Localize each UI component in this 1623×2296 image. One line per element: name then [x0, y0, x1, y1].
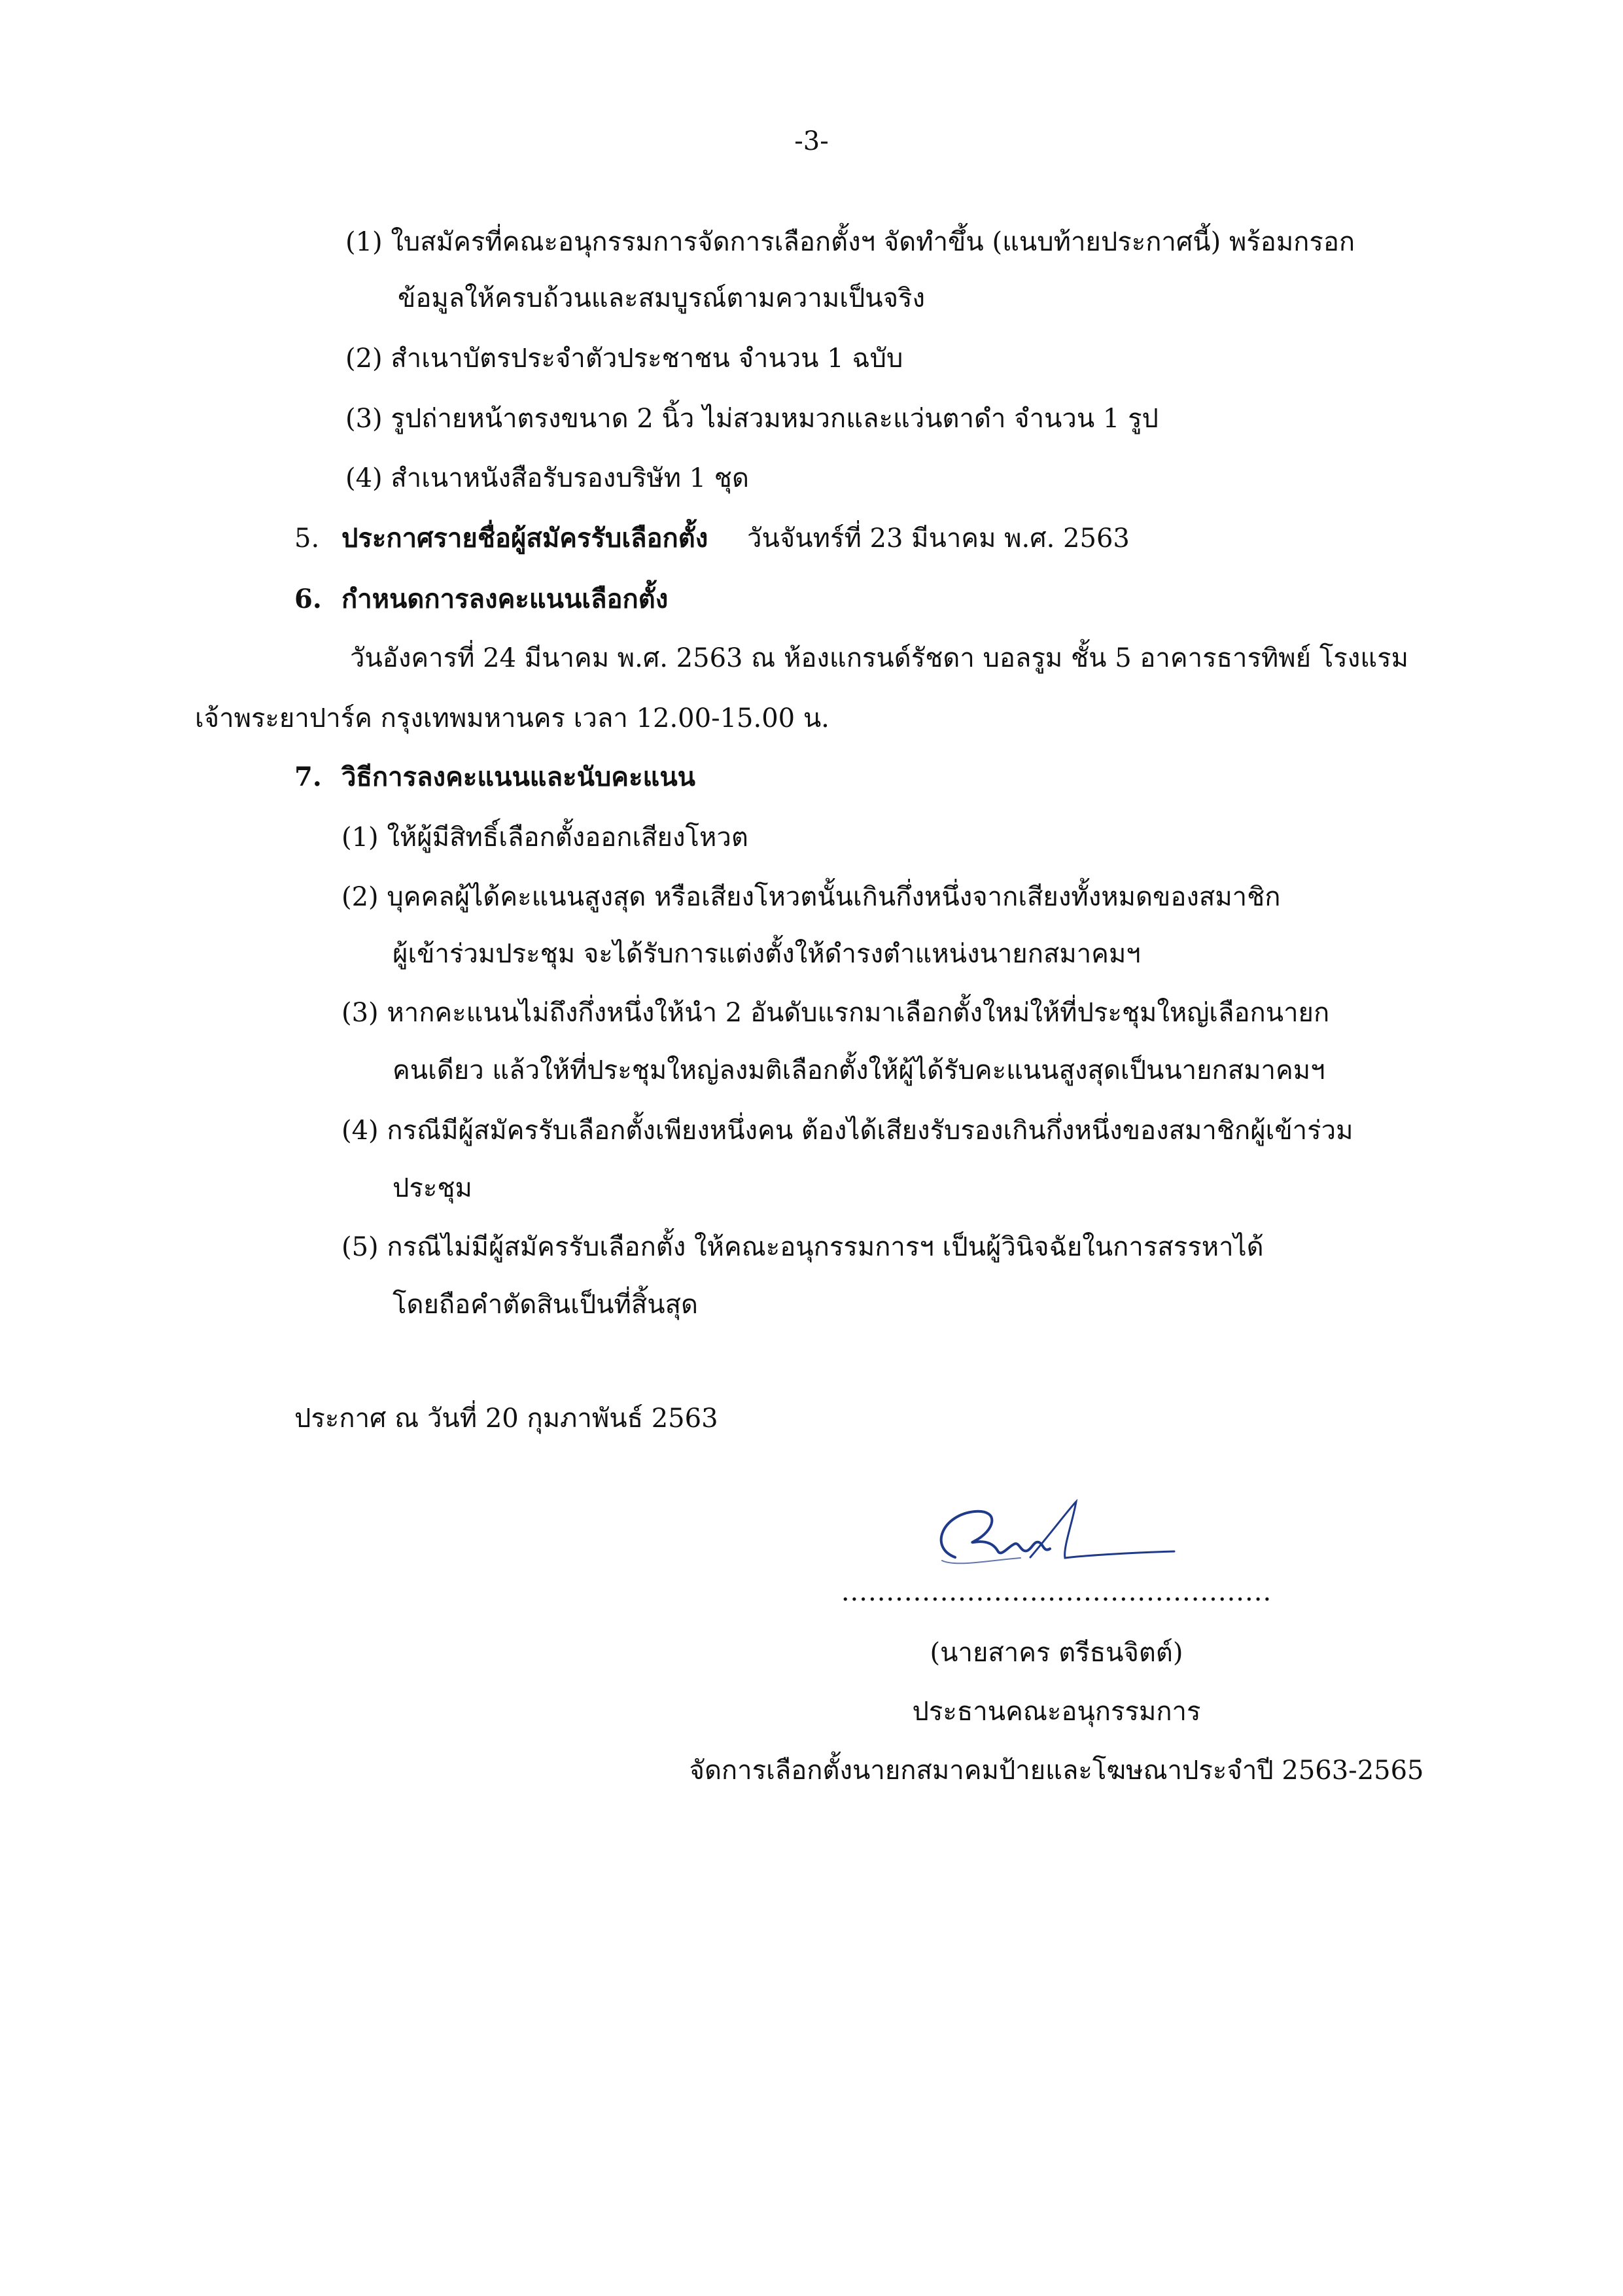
section-7-item-3-line-1: (3) หากคะแนนไม่ถึงกึ่งหนึ่งให้นำ 2 อันดับแรกมาเลือกตั้งใหม่ให้ที่ประชุมใหญ่เลือกนายก [341, 998, 1330, 1028]
signatory-position-wrap-1 [687, 1693, 1426, 1730]
page-number: -3- [794, 126, 829, 156]
handwritten-signature [916, 1495, 1191, 1580]
section-7-item-2-line-2: ผู้เข้าร่วมประชุม จะได้รับการแต่งตั้งให้ดำรงตำแหน่งนายกสมาคมฯ [393, 939, 1141, 969]
section-7-item-1: (1) ให้ผู้มีสิทธิ์เลือกตั้งออกเสียงโหวต [341, 822, 748, 853]
doc-item-3: (3) รูปถ่ายหน้าตรงขนาด 2 นิ้ว ไม่สวมหมวกและแว่นตาดำ จำนวน 1 รูป [345, 404, 1159, 434]
section-7-item-4-line-2: ประชุม [393, 1173, 472, 1203]
section-7-number: 7. [294, 762, 322, 792]
section-7-item-3-line-2: คนเดียว แล้วให้ที่ประชุมใหญ่ลงมติเลือกตั้งให้ผู้ได้รับคะแนนสูงสุดเป็นนายกสมาคมฯ [393, 1055, 1325, 1086]
signatory-position-line-1: ประธานคณะอนุกรรมการ [912, 1697, 1201, 1727]
section-7-item-4-line-1: (4) กรณีมีผู้สมัครรับเลือกตั้งเพียงหนึ่งคน ต้องได้เสียงรับรองเกินกึ่งหนึ่งของสมาชิกผู้เข้าร่วม [341, 1116, 1353, 1146]
section-5-number: 5. [294, 523, 320, 554]
signature-dotted-line: ................................................ [841, 1577, 1272, 1607]
signatory-name: (นายสาคร ตรีธนจิตต์) [930, 1638, 1183, 1668]
section-5-title: ประกาศรายชื่อผู้สมัครรับเลือกตั้ง [341, 523, 708, 554]
section-6-title: กำหนดการลงคะแนนเลือกตั้ง [341, 584, 669, 614]
doc-item-1-line-2: ข้อมูลให้ครบถ้วนและสมบูรณ์ตามความเป็นจริง [398, 283, 926, 313]
announced-date: ประกาศ ณ วันที่ 20 กุมภาพันธ์ 2563 [294, 1404, 718, 1434]
doc-item-4: (4) สำเนาหนังสือรับรองบริษัท 1 ชุด [345, 463, 749, 493]
section-7-item-5-line-1: (5) กรณีไม่มีผู้สมัครรับเลือกตั้ง ให้คณะอนุกรรมการฯ เป็นผู้วินิจฉัยในการสรรหาได้ [341, 1232, 1264, 1262]
section-7-title: วิธีการลงคะแนนและนับคะแนน [341, 762, 696, 792]
signatory-position-line-2: จัดการเลือกตั้งนายกสมาคมป้ายและโฆษณาประจำปี 2563-2565 [689, 1756, 1424, 1786]
section-6-line-1: วันอังคารที่ 24 มีนาคม พ.ศ. 2563 ณ ห้องแกรนด์รัชดา บอลรูม ชั้น 5 อาคารธารทิพย์ โรงแรม [350, 643, 1408, 673]
section-6-line-2: เจ้าพระยาปาร์ค กรุงเทพมหานคร เวลา 12.00-15.00 น. [195, 703, 829, 733]
section-7-item-2-line-1: (2) บุคคลผู้ได้คะแนนสูงสุด หรือเสียงโหวตนั้นเกินกึ่งหนึ่งจากเสียงทั้งหมดของสมาชิก [341, 882, 1281, 912]
section-7-item-5-line-2: โดยถือคำตัดสินเป็นที่สิ้นสุด [393, 1290, 698, 1320]
section-6-number: 6. [294, 584, 322, 614]
signatory-position-wrap-2 [687, 1752, 1426, 1789]
section-5-text: วันจันทร์ที่ 23 มีนาคม พ.ศ. 2563 [747, 523, 1130, 554]
signatory-name-wrap [687, 1634, 1426, 1671]
signature-block [687, 1574, 1426, 1610]
doc-item-2: (2) สำเนาบัตรประจำตัวประชาชน จำนวน 1 ฉบับ [345, 344, 903, 374]
doc-item-1-line-1: (1) ใบสมัครที่คณะอนุกรรมการจัดการเลือกตั้งฯ จัดทำขึ้น (แนบท้ายประกาศนี้) พร้อมกรอก [345, 227, 1355, 257]
